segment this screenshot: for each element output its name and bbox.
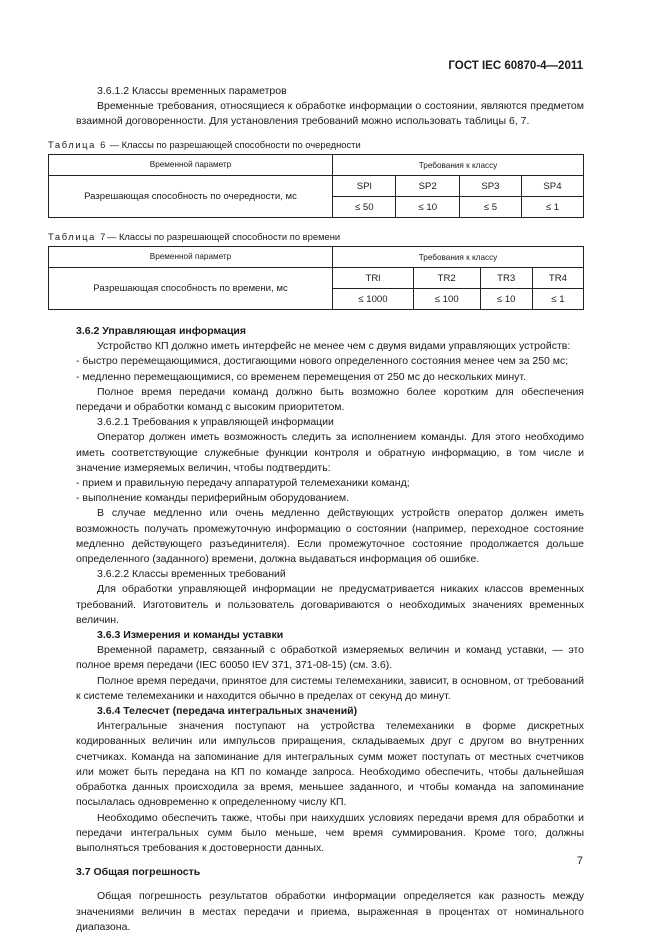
value-cell: ≤ 1000 [333, 289, 414, 310]
paragraph: Оператор должен иметь возможность следить за исполнением команды. Для этого необходимо иметь соответствующие служебные функции контроля и обратную информацию, в том числе и значение измеряемых величин, чтобы подтвердить: [76, 431, 584, 474]
value-cell: ≤ 50 [333, 197, 396, 218]
section-heading-3-6-2-1: 3.6.2.1 Требования к управляющей информации [97, 416, 334, 429]
class-cell: SP2 [396, 176, 459, 197]
header-param: Временной параметр [49, 155, 333, 176]
document-code: ГОСТ IEC 60870-4—2011 [448, 60, 583, 72]
header-requirements: Требования к классу [333, 155, 584, 176]
paragraph: Устройство КП должно иметь интерфейс не менее чем с двумя видами управляющих устройств: [97, 340, 571, 353]
class-cell: TR3 [480, 268, 532, 289]
row-label: Разрешающая способность по времени, мс [49, 268, 333, 310]
value-cell: ≤ 100 [413, 289, 480, 310]
paragraph: Временной параметр, связанный с обработкой измеряемых величин и команд уставки, — это полное время передачи (IEC 60050 IEV 371, 371-08-15) (см. 3.6). [76, 644, 584, 672]
table-caption-text: — Классы по разрешающей способности по очередности [106, 139, 361, 150]
paragraph: Интегральные значения поступают на устройства телемеханики в форме дискретных кодированных величин или импульсов приращения, складываемых друг с другом во внутренних счетчиках. Команда на запоминание для интегральных сумм может поступать от местных счетчиков или может быть передана на КП по команде запроса. Необходимо обеспечить, чтобы дальнейшая обработка данных происходила за время, меньшее заданного, и чтобы команда на запоминание посылалась одновременно к определенному числу КП. [76, 720, 584, 809]
list-item: - быстро перемещающимися, достигающими нового определенного состояния менее чем за 250 мс; [76, 355, 569, 368]
table-label: Таблица 6 [48, 139, 107, 150]
paragraph: Общая погрешность результатов обработки информации определяется как разность между значениями величин в местах передачи и приема, выраженная в процентах от номинального диапазона. [76, 890, 584, 933]
value-cell: ≤ 10 [396, 197, 459, 218]
page-number: 7 [576, 855, 583, 867]
section-heading-3-6-4: 3.6.4 Телесчет (передача интегральных значений) [97, 705, 358, 718]
paragraph: Необходимо обеспечить также, чтобы при наихудших условиях передачи время для обработки и передачи интегральных сумм было меньше, чем время суммирования. Кроме того, должны выполняться требования к достоверности данных. [76, 811, 584, 854]
paragraph: Полное время передачи команд должно быть возможно более коротким для обеспечения передачи и обработки команд с высоким приоритетом. [76, 385, 584, 414]
list-item: - прием и правильную передачу аппаратурой телемеханики команд; [76, 477, 410, 490]
main-body [76, 324, 584, 935]
class-cell: SP4 [521, 176, 583, 197]
table-7-caption [48, 231, 340, 242]
section-heading-3-6-3: 3.6.3 Измерения и команды уставки [97, 629, 284, 642]
class-cell: TR2 [413, 268, 480, 289]
paragraph: В случае медленно или очень медленно действующих устройств оператор должен иметь возможность получать промежуточную информацию о состоянии (например, переходное состояние медленно действующего разъединителя). Если промежуточное состояние продолжается дольше определенного (заданного) времени, должна выдаваться информация об ошибке. [76, 507, 584, 566]
section-heading: 3.6.1.2 Классы временных параметров [97, 85, 287, 97]
class-cell: TRl [333, 268, 414, 289]
section-heading-3-7: 3.7 Общая погрешность [76, 866, 201, 879]
table-label: Таблица 7 [48, 231, 107, 242]
list-item: - выполнение команды периферийным оборудованием. [76, 492, 349, 505]
table-6 [48, 154, 584, 218]
table-caption-text: — Классы по разрешающей способности по времени [106, 231, 341, 242]
value-cell: ≤ 5 [459, 197, 521, 218]
row-label: Разрешающая способность по очередности, мс [49, 176, 333, 218]
class-cell: SP3 [459, 176, 521, 197]
section-heading-3-6-2: 3.6.2 Управляющая информация [76, 325, 246, 337]
table-7 [48, 246, 584, 310]
list-item: - медленно перемещающимися, со временем перемещения от 250 мс до нескольких минут. [76, 370, 526, 383]
table-6-caption [48, 139, 361, 150]
header-requirements: Требования к классу [333, 247, 584, 268]
paragraph: Для обработки управляющей информации не предусматривается никаких классов временных требований. Изготовитель и пользователь договариваются о необходимых значениях временных величин. [76, 583, 584, 626]
value-cell: ≤ 10 [480, 289, 532, 310]
section-heading-3-6-2-2: 3.6.2.2 Классы временных требований [97, 568, 286, 581]
header-param: Временной параметр [49, 247, 333, 268]
value-cell: ≤ 1 [521, 197, 583, 218]
paragraph: Полное время передачи, принятое для системы телемеханики, зависит, в основном, от требований к системе телемеханики и находится обычно в пределах от секунд до минут. [76, 674, 584, 702]
section-3-6-1-2 [76, 84, 584, 130]
value-cell: ≤ 1 [532, 289, 583, 310]
class-cell: TR4 [532, 268, 583, 289]
class-cell: SPl [333, 176, 396, 197]
paragraph: Временные требования, относящиеся к обработке информации о состоянии, являются предметом взаимной договоренности. Для установления требований можно использовать таблицы 6, 7. [76, 100, 584, 128]
